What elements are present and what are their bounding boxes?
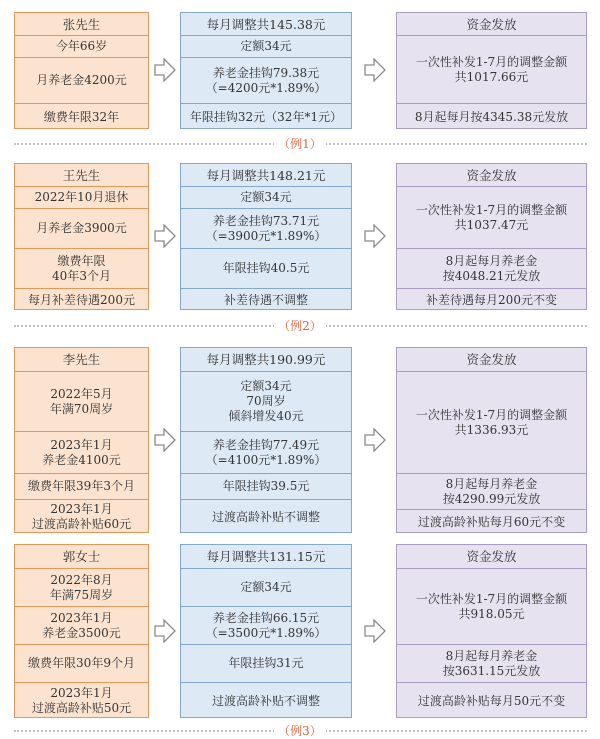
example1-adjust-total: 每月调整共145.38元 xyxy=(206,16,326,32)
arrow-right-icon xyxy=(364,619,386,643)
arrow-right-icon xyxy=(154,619,176,643)
arrow-right-icon xyxy=(154,58,176,82)
example1-payment-header: 资金发放 xyxy=(466,16,517,32)
example3a-person-name: 李先生 xyxy=(62,352,101,367)
example1-contribution-years: 缴费年限32年 xyxy=(15,103,148,130)
example1-label: （例1） xyxy=(0,135,600,152)
example3b-subsidy-monthly: 过渡高龄补贴每月50元不变 xyxy=(397,682,586,719)
example2-supplement-monthly: 补差待遇每月200元不变 xyxy=(397,288,586,311)
example2-adjustment-column xyxy=(180,163,352,310)
example1-person-column xyxy=(14,12,149,129)
example3a-pension-link: 养老金挂钩77.49元 （=4100元*1.89%） xyxy=(181,431,351,473)
example2-fixed-amount: 定额34元 xyxy=(181,186,351,208)
example2-contribution-years: 缴费年限 40年3个月 xyxy=(15,248,148,288)
example2-pension: 月养老金3900元 xyxy=(15,208,148,248)
example1-pension-link: 养老金挂钩79.38元 （=4200元*1.89%） xyxy=(181,57,351,103)
example1-back-pay: 一次性补发1-7月的调整金额 共1017.66元 xyxy=(397,35,586,103)
example3a-adjust-total: 每月调整共190.99元 xyxy=(206,352,326,367)
example2-monthly-from-august: 8月起每月养老金 按4048.21元发放 xyxy=(397,248,586,288)
example3a-pension: 2023年1月 养老金4100元 xyxy=(15,431,148,473)
example3b-elderly-subsidy: 2023年1月 过渡高龄补贴50元 xyxy=(15,682,148,719)
example1-monthly-from-august: 8月起每月按4345.38元发放 xyxy=(397,103,586,130)
example3b-monthly-from-august: 8月起每月养老金 按3631.15元发放 xyxy=(397,644,586,682)
example2-pension-link: 养老金挂钩73.71元 （=3900元*1.89%） xyxy=(181,208,351,248)
example2-retire-date: 2022年10月退休 xyxy=(15,186,148,208)
example3b-adjust-total: 每月调整共131.15元 xyxy=(206,549,326,564)
example3a-person-column xyxy=(14,347,149,533)
example3b-adjustment-column xyxy=(180,544,352,718)
example3a-payment-header: 资金发放 xyxy=(466,352,517,367)
example1-age: 今年66岁 xyxy=(15,35,148,57)
example3b-payment-column xyxy=(396,544,587,718)
example2-back-pay: 一次性补发1-7月的调整金额 共1037.47元 xyxy=(397,186,586,248)
example1-payment-column xyxy=(396,12,587,129)
example3b-person-column xyxy=(14,544,149,718)
example2-person-name: 王先生 xyxy=(62,167,101,183)
example2-supplement-unchanged: 补差待遇不调整 xyxy=(181,288,351,311)
example3a-age-milestone: 2022年5月 年满70周岁 xyxy=(15,371,148,431)
example3a-elderly-subsidy: 2023年1月 过渡高龄补贴60元 xyxy=(15,499,148,534)
example3-label: （例3） xyxy=(0,722,600,739)
arrow-right-icon xyxy=(364,224,386,248)
arrow-right-icon xyxy=(364,428,386,452)
example1-adjustment-column xyxy=(180,12,352,129)
example3a-back-pay: 一次性补发1-7月的调整金额 共1336.93元 xyxy=(397,371,586,473)
example3b-subsidy-unchanged: 过渡高龄补贴不调整 xyxy=(181,682,351,719)
example3a-fixed-amount: 定额34元 70周岁 倾斜增发40元 xyxy=(181,371,351,431)
example3b-pension-link: 养老金挂钩66.15元 （=3500元*1.89%） xyxy=(181,606,351,644)
example2-person-column xyxy=(14,163,149,310)
example3b-fixed-amount: 定额34元 xyxy=(181,568,351,606)
example1-fixed-amount: 定额34元 xyxy=(181,35,351,57)
example3a-adjustment-column xyxy=(180,347,352,533)
example1-person-name: 张先生 xyxy=(62,16,101,32)
example3b-payment-header: 资金发放 xyxy=(466,549,517,564)
example2-payment-column xyxy=(396,163,587,310)
example2-payment-header: 资金发放 xyxy=(466,167,517,183)
example3b-years-link: 年限挂钩31元 xyxy=(181,644,351,682)
arrow-right-icon xyxy=(364,58,386,82)
example2-supplement: 每月补差待遇200元 xyxy=(15,288,148,311)
example3a-subsidy-unchanged: 过渡高龄补贴不调整 xyxy=(181,499,351,534)
example3b-back-pay: 一次性补发1-7月的调整金额 共918.05元 xyxy=(397,568,586,644)
example3a-contribution-years: 缴费年限39年3个月 xyxy=(15,473,148,499)
example3a-years-link: 年限挂钩39.5元 xyxy=(181,473,351,499)
example3b-pension: 2023年1月 养老金3500元 xyxy=(15,606,148,644)
example3a-subsidy-monthly: 过渡高龄补贴每月60元不变 xyxy=(397,509,586,534)
example3b-person-name: 郭女士 xyxy=(62,549,101,564)
example3a-monthly-from-august: 8月起每月养老金 按4290.99元发放 xyxy=(397,473,586,509)
example2-years-link: 年限挂钩40.5元 xyxy=(181,248,351,288)
arrow-right-icon xyxy=(154,224,176,248)
example2-label: （例2） xyxy=(0,317,600,334)
example3a-payment-column xyxy=(396,347,587,533)
example3b-age-milestone: 2022年8月 年满75周岁 xyxy=(15,568,148,606)
arrow-right-icon xyxy=(154,428,176,452)
example3b-contribution-years: 缴费年限30年9个月 xyxy=(15,644,148,682)
example1-pension: 月养老金4200元 xyxy=(15,57,148,103)
example2-adjust-total: 每月调整共148.21元 xyxy=(206,167,326,183)
example1-years-link: 年限挂钩32元（32年*1元） xyxy=(181,103,351,130)
